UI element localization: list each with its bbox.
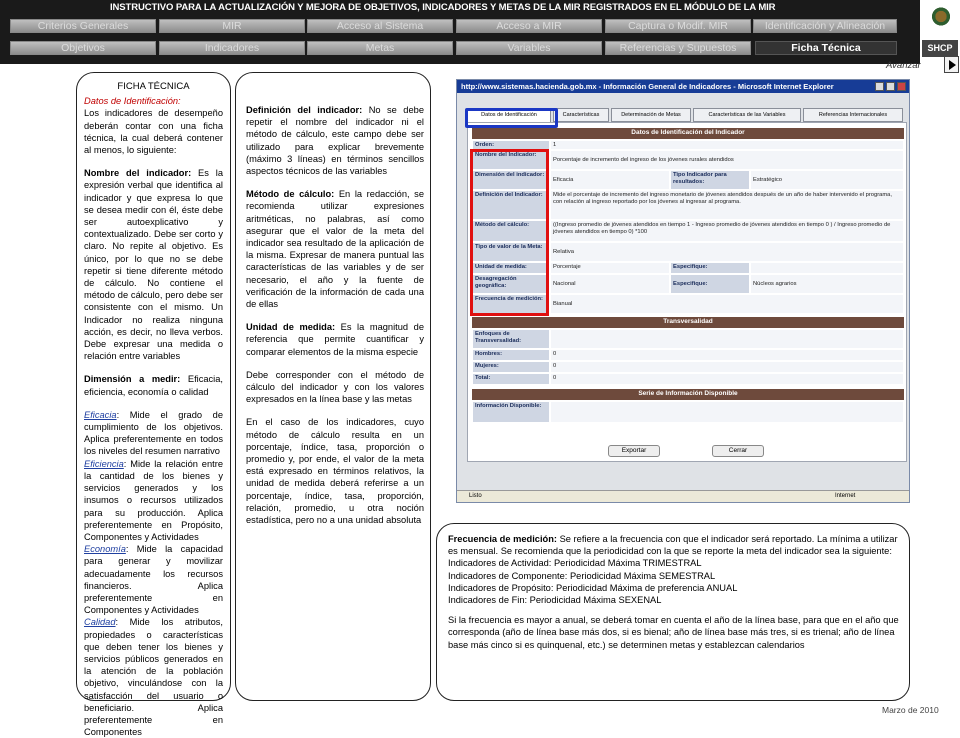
label-frecuencia: Frecuencia de medición: [472,294,550,314]
tab-ficha-tecnica[interactable]: Ficha Técnica [755,41,897,55]
label-dimension: Dimensión del indicador: [472,170,550,190]
tab-variables[interactable]: Variables [456,41,602,55]
browser-title: http://www.sistemas.hacienda.gob.mx - Información General de Indicadores - Microsoft Internet Explorer [457,80,909,93]
label-unidad: Unidad de medida: [472,262,550,274]
intro-text: Los indicadores de desempeño deberán contar con una ficha técnica, la cual deberá contener al menos, lo siguiente: [84,108,223,156]
label-metodo: Método del cálculo: [472,220,550,242]
minimize-icon [875,82,884,91]
label-definicion: Definición del Indicador: [472,190,550,220]
value-tipo-indicador: Estratégico [750,170,904,190]
highlight-tab-box [465,108,558,128]
label-tipo-indicador: Tipo Indicador para resultados: [670,170,750,190]
label-desagregacion: Desagregación geográfica: [472,274,550,294]
form-tab-variables: Características de las Variables [693,108,801,122]
economia-label: Economía [84,544,126,555]
page-title: INSTRUCTIVO PARA LA ACTUALIZACIÓN Y MEJORA DE OBJETIVOS, INDICADORES Y METAS DE LA MIR REGISTRADOS EN EL MÓDULO DE LA MIR [110,2,776,13]
value-enfoques [550,329,904,349]
periodicidad-componente: Indicadores de Componente: Periodicidad Máxima SEMESTRAL [448,570,716,581]
periodicidad-fin: Indicadores de Fin: Periodicidad Máxima SEXENAL [448,595,662,606]
section-transversalidad-header: Transversalidad [472,317,904,328]
tab-mir[interactable]: MIR [159,19,305,33]
panel-title: FICHA TÉCNICA [117,81,190,92]
tab-captura-mir[interactable]: Captura o Modif. MIR [605,19,751,33]
tab-referencias[interactable]: Referencias y Supuestos [605,41,751,55]
browser-statusbar [457,490,909,502]
value-mujeres: 0 [550,361,904,373]
value-nombre: Porcentaje de incremento del ingreso de los jóvenes rurales atendidos [550,150,904,170]
highlight-fields-box [470,149,549,316]
label-especifique-2: Especifique: [670,274,750,294]
tab-indicadores[interactable]: Indicadores [159,41,305,55]
label-orden: Orden: [472,140,550,150]
nombre-label: Nombre del indicador: [84,168,192,179]
nombre-paragraph [84,167,223,362]
next-arrow-button[interactable] [944,56,959,73]
eficacia-paragraph [84,409,223,458]
dimension-label: Dimensión a medir: [84,374,181,385]
definicion-paragraph [246,104,424,177]
label-tipo-valor: Tipo de valor de la Meta: [472,242,550,262]
dimension-paragraph [84,373,223,397]
panel-definicion [235,72,431,701]
unidad-paragraph-3: En el caso de los indicadores, cuyo método de cálculo resulta en un porcentaje, índice, tasa, proporción o promedio y, por ende, el valor de la meta está expresado en términos relativos, la unidad de medida deberá referirse a un porcentaje, índice, tasa, proporción, relación, promedio, u otra noción estadística, pero no a una unidad absoluta [246,417,424,526]
metodo-label: Método de cálculo: [246,189,335,200]
label-nombre: Nombre del Indicador: [472,150,550,170]
panel-datos-identificacion [76,72,231,738]
periodicidad-proposito: Indicadores de Propósito: Periodicidad Máxima de preferencia ANUAL [448,582,738,593]
cerrar-button: Cerrar [712,445,764,457]
footer-date: Marzo de 2010 [882,705,939,715]
eficiencia-paragraph [84,458,223,543]
value-hombres: 0 [550,349,904,361]
calidad-text: : Mide los atributos, propiedades o características que deben tener los bienes y servicios públicos generados en la atención de la población objetivo, vinculándose con la satisfacción del usuario o beneficiario. Aplica preferentemente en Componentes [84,617,223,738]
periodicidad-actividad: Indicadores de Actividad: Periodicidad Máxima TRIMESTRAL [448,558,702,569]
value-metodo: ((Ingreso promedio de jóvenes atendidos en tiempo 1 - Ingreso promedio de jóvenes atendidos en tiempo 0 ) / Ingreso promedio de jóvenes atendidos en tiempo 0) *100 [550,220,904,242]
form-tab-identificacion: Datos de Identificación [467,108,551,122]
nombre-text: Es la expresión verbal que identifica al indicador y que expresa lo que se desea medir con él, éste debe ser autoexplicativo y contextualizado. Debe ser corto y claro. No repite al objetivo. Es único, por lo que no se debe repetir si tiene diferente método de cálculo. No contiene el método de cálculo, pero debe ser consistente con el mismo. Un Indicador no realiza ninguna acción, es decir, no lleva verbos. Debe expresar una medida o relación entre variables [84,168,223,362]
label-total: Total: [472,373,550,385]
section-subtitle: Datos de Identificación: [84,96,181,107]
section-serie-header: Serie de Información Disponible [472,389,904,400]
definicion-text: No se debe repetir el nombre del indicador ni el método de cálculo, este campo debe ser utilizado para explicar brevemente (máximo 3 líneas) en términos sencillos aspectos técnicos de las variables [246,105,424,177]
calidad-label: Calidad [84,617,116,628]
economia-paragraph [84,543,223,616]
unidad-paragraph [246,321,424,358]
shcp-logo: SHCP [922,40,958,57]
eficiencia-label: Eficiencia [84,458,124,469]
tab-acceso-mir[interactable]: Acceso a MIR [456,19,602,33]
status-right: Internet [835,493,856,499]
value-tipo-valor: Relativa [550,242,904,262]
tab-criterios-generales[interactable]: Criterios Generales [10,19,156,33]
form-tab-metas: Determinación de Metas [611,108,691,122]
frecuencia-paragraph [448,533,903,557]
value-frecuencia: Bianual [550,294,904,314]
definicion-label: Definición del indicador: [246,105,363,115]
label-enfoques: Enfoques de Transversalidad: [472,329,550,349]
panel-frecuencia [436,523,910,701]
value-informacion [550,401,904,423]
exportar-button: Exportar [608,445,660,457]
label-informacion: Información Disponible: [472,401,550,423]
value-especifique-2: Núcleos agrarios [750,274,904,294]
label-hombres: Hombres: [472,349,550,361]
unidad-paragraph-2: Debe corresponder con el método de cálculo del indicador y con los valores expresados en la línea base y las metas [246,369,424,405]
tab-metas[interactable]: Metas [307,41,453,55]
form-tab-caracteristicas: Características [553,108,609,122]
calidad-paragraph [84,616,223,738]
status-left: Listo [469,493,482,499]
eficiencia-text: : Mide la relación entre la cantidad de los bienes y servicios generados y los insumos o recursos utilizados para su producción. Aplica preferentemente en Propósito, Componentes y Actividades [84,458,223,542]
tab-identificacion[interactable]: Identificación y Alineación [753,19,897,33]
value-unidad: Porcentaje [550,262,670,274]
value-desagregacion: Nacional [550,274,670,294]
section-identificacion-header: Datos de Identificación del Indicador [472,128,904,139]
metodo-text: En la redacción, se recomienda utilizar expresiones aritméticas, no palabras, así como asegurar que el valor de la meta del indicador sea resultado de la aplicación de la misma. Expresar de manera puntual las características de las variables y de ser necesario, el año y la fuente de verificación de la información de cada una de ellas [246,189,424,310]
metodo-paragraph [246,188,424,310]
label-especifique-1: Especifique: [670,262,750,274]
value-orden: 1 [550,140,904,150]
frecuencia-label: Frecuencia de medición: [448,534,558,544]
coat-of-arms-icon [926,3,956,33]
next-label: Avanzar [886,60,921,71]
unidad-text: Es la magnitud de referencia que permite cuantificar y comparar elementos de la misma especie [246,322,424,357]
tab-objetivos[interactable]: Objetivos [10,41,156,55]
economia-text: : Mide la capacidad para generar y movilizar adecuadamente los recursos financieros. Aplica preferentemente en Componentes y Actividades [84,544,223,616]
value-dimension: Eficacia [550,170,670,190]
tab-acceso-sistema[interactable]: Acceso al Sistema [307,19,453,33]
frecuencia-closing: Si la frecuencia es mayor a anual, se deberá tomar en cuenta el año de la línea base, para que en el año que corresponda (año de línea base más dos, si es bienal; año de línea base más tres, si es trienal; año de línea base más cinco si es quinquenal, etc.) se determinen metas y establezcan calendarios [448,615,899,650]
label-mujeres: Mujeres: [472,361,550,373]
value-especifique-1 [750,262,904,274]
value-total: 0 [550,373,904,385]
unidad-label: Unidad de medida: [246,322,336,333]
eficacia-text: : Mide el grado de cumplimiento de los objetivos. Aplica preferentemente en todos los niveles del resumen narrativo [84,409,223,457]
dimension-text: Eficacia, eficiencia, economía o calidad [84,374,223,397]
close-icon [897,82,906,91]
maximize-icon [886,82,895,91]
form-tab-referencias: Referencias Internacionales [803,108,903,122]
value-definicion: Mide el porcentaje de incremento del ingreso monetario de jóvenes atendidos después de un año de haber intervenido el programa, con relación al ingreso reportado por los jóvenes al ingresar al programa. [550,190,904,220]
frecuencia-text: Se refiere a la frecuencia con que el indicador será reportado. La mínima a utilizar es mensual. Se recomienda que la periodicidad con la que se reporte la meta del indicador sea la siguiente: [448,534,898,557]
eficacia-label: Eficacia [84,409,117,420]
